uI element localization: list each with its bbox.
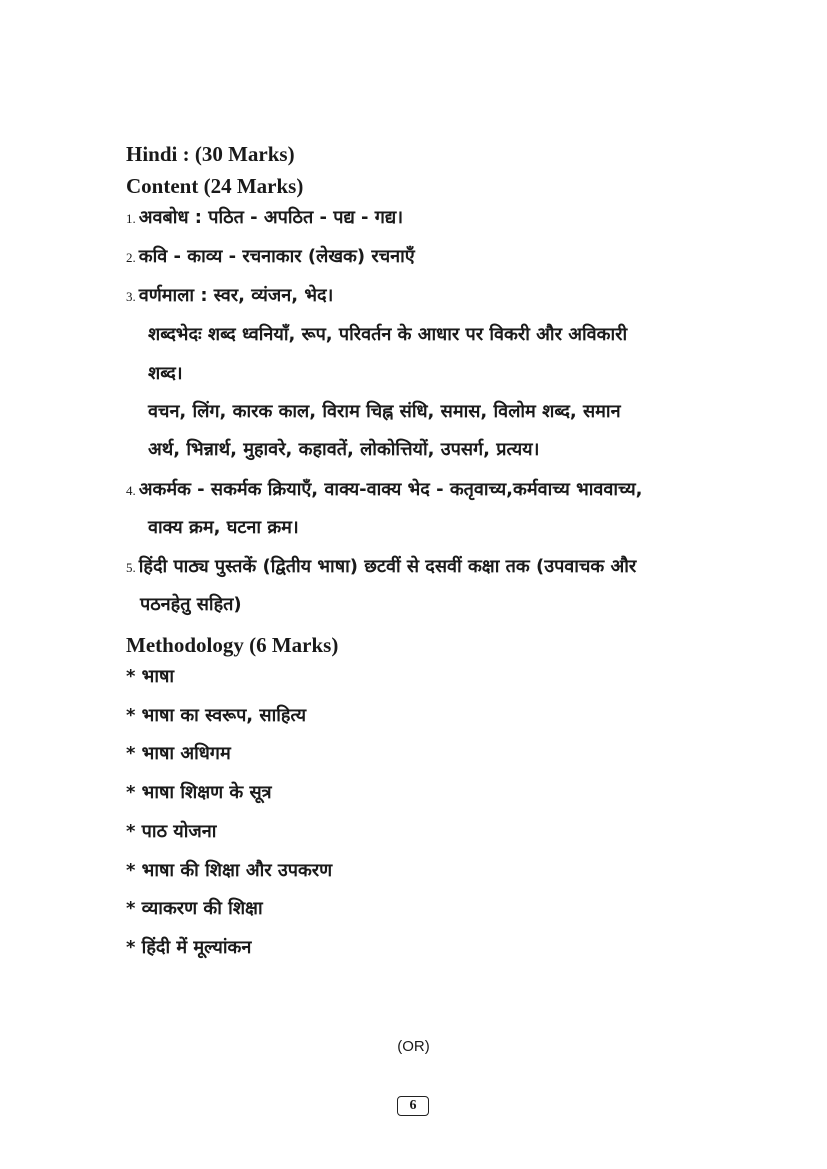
content-text: पठनहेतु सहित) <box>140 594 242 615</box>
content-text: वर्णमाला : स्वर, व्यंजन, भेद। <box>138 285 334 306</box>
content-line <box>148 516 299 540</box>
methodology-item: * पाठ योजना <box>126 820 217 842</box>
item-number: 5. <box>126 560 136 575</box>
content-text: शब्दभेदः शब्द ध्वनियाँ, रूप, परिवर्तन के आधार पर विकरी और अविकारी <box>148 324 628 345</box>
methodology-item: * हिंदी में मूल्यांकन <box>126 936 252 958</box>
content-line <box>148 362 183 386</box>
content-heading: Content (24 Marks) <box>126 174 304 198</box>
content-text: हिंदी पाठ्य पुस्तकें (द्वितीय भाषा) छटवीं से दसवीं कक्षा तक (उपवाचक और <box>138 556 637 577</box>
page-number: 6 <box>397 1096 429 1116</box>
content-line <box>140 593 242 617</box>
content-line <box>126 245 415 270</box>
content-text: वचन, लिंग, कारक काल, विराम चिह्न संधि, समास, विलोम शब्द, समान <box>148 401 621 422</box>
content-line <box>126 478 643 503</box>
methodology-item: * भाषा अधिगम <box>126 743 231 765</box>
item-number: 1. <box>126 211 136 226</box>
content-line <box>126 555 636 580</box>
content-line <box>148 400 621 424</box>
content-line <box>126 206 403 231</box>
content-text: कवि - काव्य - रचनाकार (लेखक) रचनाएँ <box>138 246 415 267</box>
content-line <box>148 438 539 462</box>
item-number: 2. <box>126 250 136 265</box>
content-text: अवबोध : पठित - अपठित - पद्य - गद्य। <box>138 207 404 228</box>
methodology-item: * भाषा <box>126 666 175 687</box>
content-text: अकर्मक - सकर्मक क्रियाएँ, वाक्य-वाक्य भेद - कतृवाच्य,कर्मवाच्य भाववाच्य, <box>138 479 643 500</box>
methodology-item: * भाषा शिक्षण के सूत्र <box>126 782 272 804</box>
item-number: 4. <box>126 483 136 498</box>
methodology-heading: Methodology (6 Marks) <box>126 633 339 657</box>
content-line <box>148 323 627 347</box>
item-number: 3. <box>126 289 136 304</box>
methodology-item: * व्याकरण की शिक्षा <box>126 898 263 920</box>
content-line <box>126 284 333 309</box>
content-text: अर्थ, भिन्नार्थ, मुहावरे, कहावतें, लोकोत्तियों, उपसर्ग, प्रत्यय। <box>148 439 540 460</box>
content-text: शब्द। <box>148 363 183 384</box>
or-label: (OR) <box>397 1038 430 1055</box>
content-text: वाक्य क्रम, घटना क्रम। <box>148 517 299 538</box>
methodology-item: * भाषा का स्वरूप, साहित्य <box>126 704 307 726</box>
section-title: Hindi : (30 Marks) <box>126 142 295 166</box>
methodology-item: * भाषा की शिक्षा और उपकरण <box>126 859 333 881</box>
